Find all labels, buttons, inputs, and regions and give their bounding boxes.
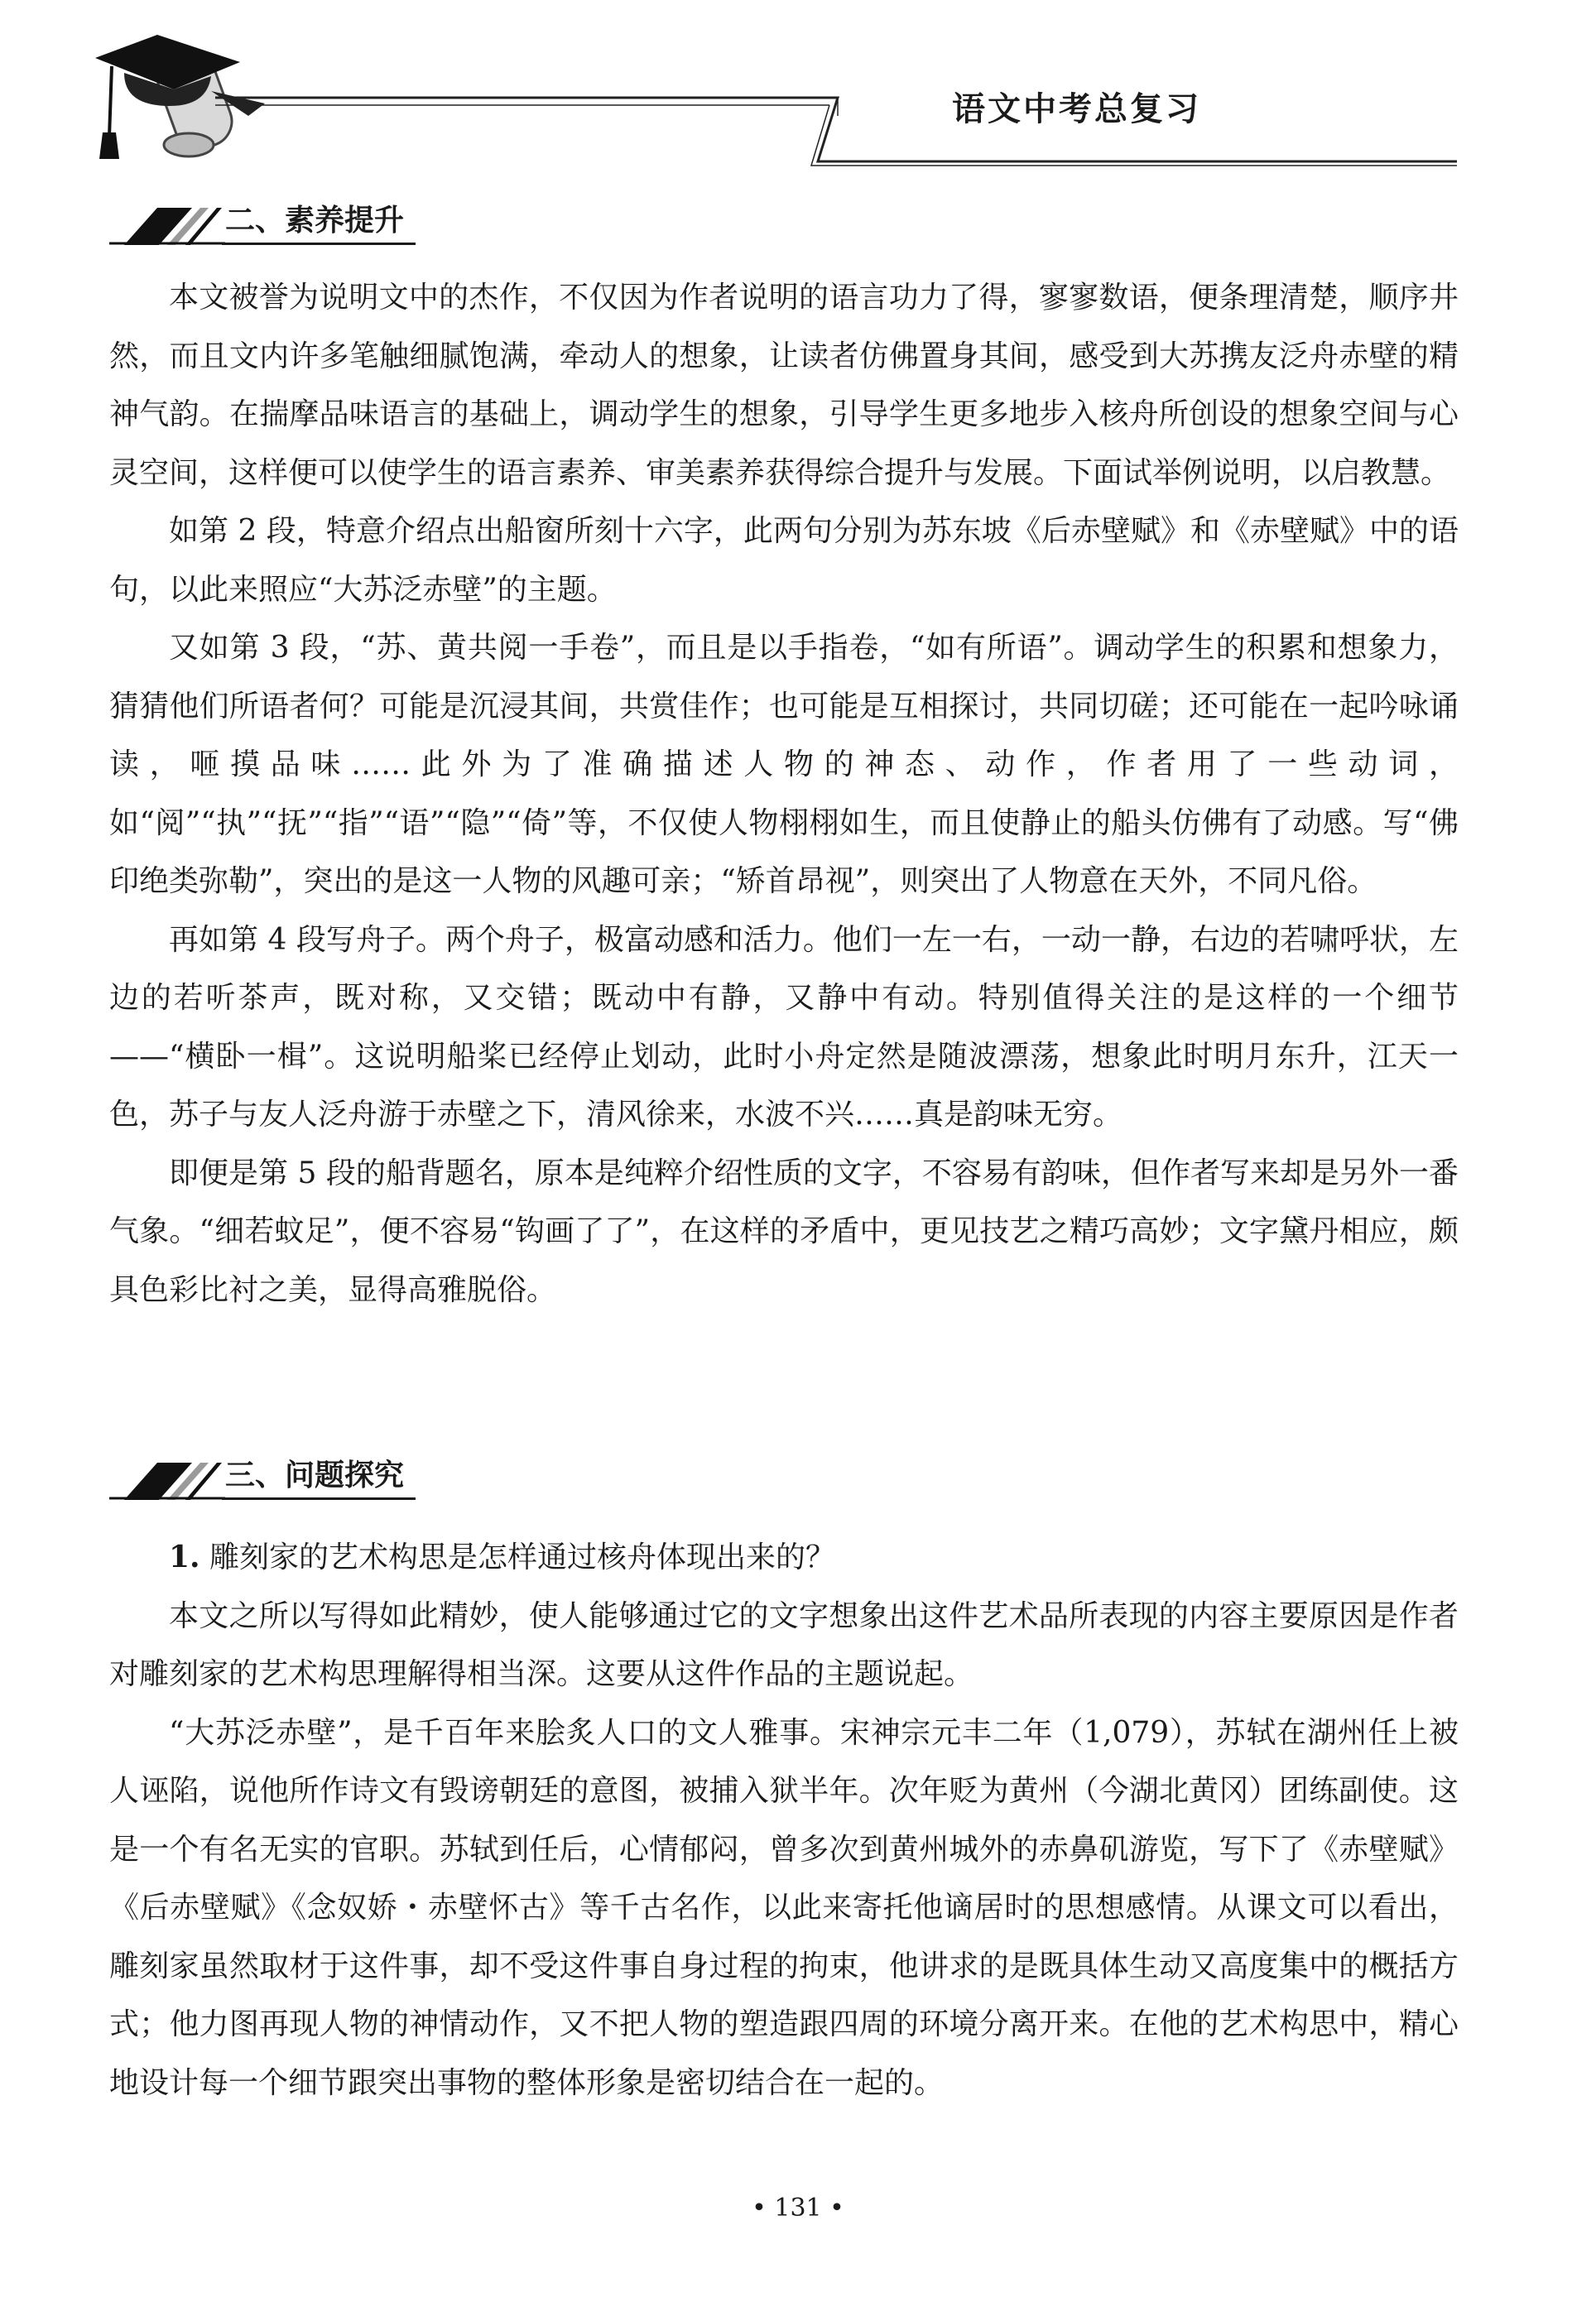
section-inquiry-body	[109, 1528, 1459, 2112]
section-title: 三、问题探究	[222, 1452, 416, 1500]
question-number: 1.	[169, 1540, 200, 1574]
paragraph: 本文之所以写得如此精妙，使人能够通过它的文字想象出这件艺术品所表现的内容主要原因是作者对雕刻家的艺术构思理解得相当深。这要从这件作品的主题说起。	[109, 1598, 1459, 1691]
paragraph: 又如第 3 段，“苏、黄共阅一手卷”，而且是以手指卷，“如有所语”。调动学生的积累和想象力，猜猜他们所语者何？可能是沉浸其间，共赏佳作；也可能是互相探讨，共同切磋；还可能在一起吟咏诵读，咂摸品味……此外为了准确描述人物的神态、动作，作者用了一些动词，如“阅”“执”“抚”“指”“语”“隐”“倚”等，不仅使人物栩栩如生，而且使静止的船头仿佛有了动感。写“佛印绝类弥勒”，突出的是这一人物的风趣可亲；“矫首昂视”，则突出了人物意在天外，不同凡俗。	[109, 631, 1459, 898]
paragraph: 如第 2 段，特意介绍点出船窗所刻十六字，此两句分别为苏东坡《后赤壁赋》和《赤壁赋》中的语句，以此来照应“大苏泛赤壁”的主题。	[109, 514, 1459, 607]
section-literacy-body	[109, 269, 1459, 1319]
paragraph: “大苏泛赤壁”，是千百年来脍炙人口的文人雅事。宋神宗元丰二年（1,079），苏轼在湖州任上被人诬陷，说他所作诗文有毁谤朝廷的意图，被捕入狱半年。次年贬为黄州（今湖北黄冈）团练副使。这是一个有名无实的官职。苏轼到任后，心情郁闷，曾多次到黄州城外的赤鼻矶游览，写下了《赤壁赋》《后赤壁赋》《念奴娇・赤壁怀古》等千古名作，以此来寄托他谪居时的思想感情。从课文可以看出，雕刻家虽然取材于这件事，却不受这件事自身过程的拘束，他讲求的是既具体生动又高度集中的概括方式；他力图再现人物的神情动作，又不把人物的塑造跟四周的环境分离开来。在他的艺术构思中，精心地设计每一个细节跟突出事物的整体形象是密切结合在一起的。	[109, 1715, 1459, 2100]
section-title: 二、素养提升	[222, 197, 416, 245]
page-number: • 131 •	[752, 2194, 844, 2223]
paragraph: 本文被誉为说明文中的杰作，不仅因为作者说明的语言功力了得，寥寥数语，便条理清楚，顺序井然，而且文内许多笔触细腻饱满，牵动人的想象，让读者仿佛置身其间，感受到大苏携友泛舟赤壁的精神气韵。在揣摩品味语言的基础上，调动学生的想象，引导学生更多地步入核舟所创设的想象空间与心灵空间，这样便可以使学生的语言素养、审美素养获得综合提升与发展。下面试举例说明，以启教慧。	[109, 281, 1459, 490]
question-text: 雕刻家的艺术构思是怎样通过核舟体现出来的？	[200, 1540, 836, 1574]
heading-stripe-icon	[109, 204, 225, 245]
paragraph: 再如第 4 段写舟子。两个舟子，极富动感和活力。他们一左一右，一动一静，右边的若啸呼状，左边的若听茶声，既对称，又交错；既动中有静，又静中有动。特别值得关注的是这样的一个细节——“横卧一楫”。这说明船桨已经停止划动，此时小舟定然是随波漂荡，想象此时明月东升，江天一色，苏子与友人泛舟游于赤壁之下，清风徐来，水波不兴……真是韵味无穷。	[109, 922, 1459, 1132]
page-header	[0, 0, 1596, 174]
book-title: 语文中考总复习	[952, 89, 1201, 128]
paragraph: 即便是第 5 段的船背题名，原本是纯粹介绍性质的文字，不容易有韵味，但作者写来却是另外一番气象。“细若蚊足”，便不容易“钩画了了”，在这样的矛盾中，更见技艺之精巧高妙；文字黛丹相应，颇具色彩比衬之美，显得高雅脱俗。	[109, 1156, 1459, 1307]
section-heading-inquiry	[109, 1450, 416, 1500]
question	[109, 1528, 1459, 1588]
heading-stripe-icon	[109, 1459, 225, 1500]
graduation-cap-diploma-icon	[0, 0, 1596, 174]
section-heading-literacy	[109, 195, 416, 245]
